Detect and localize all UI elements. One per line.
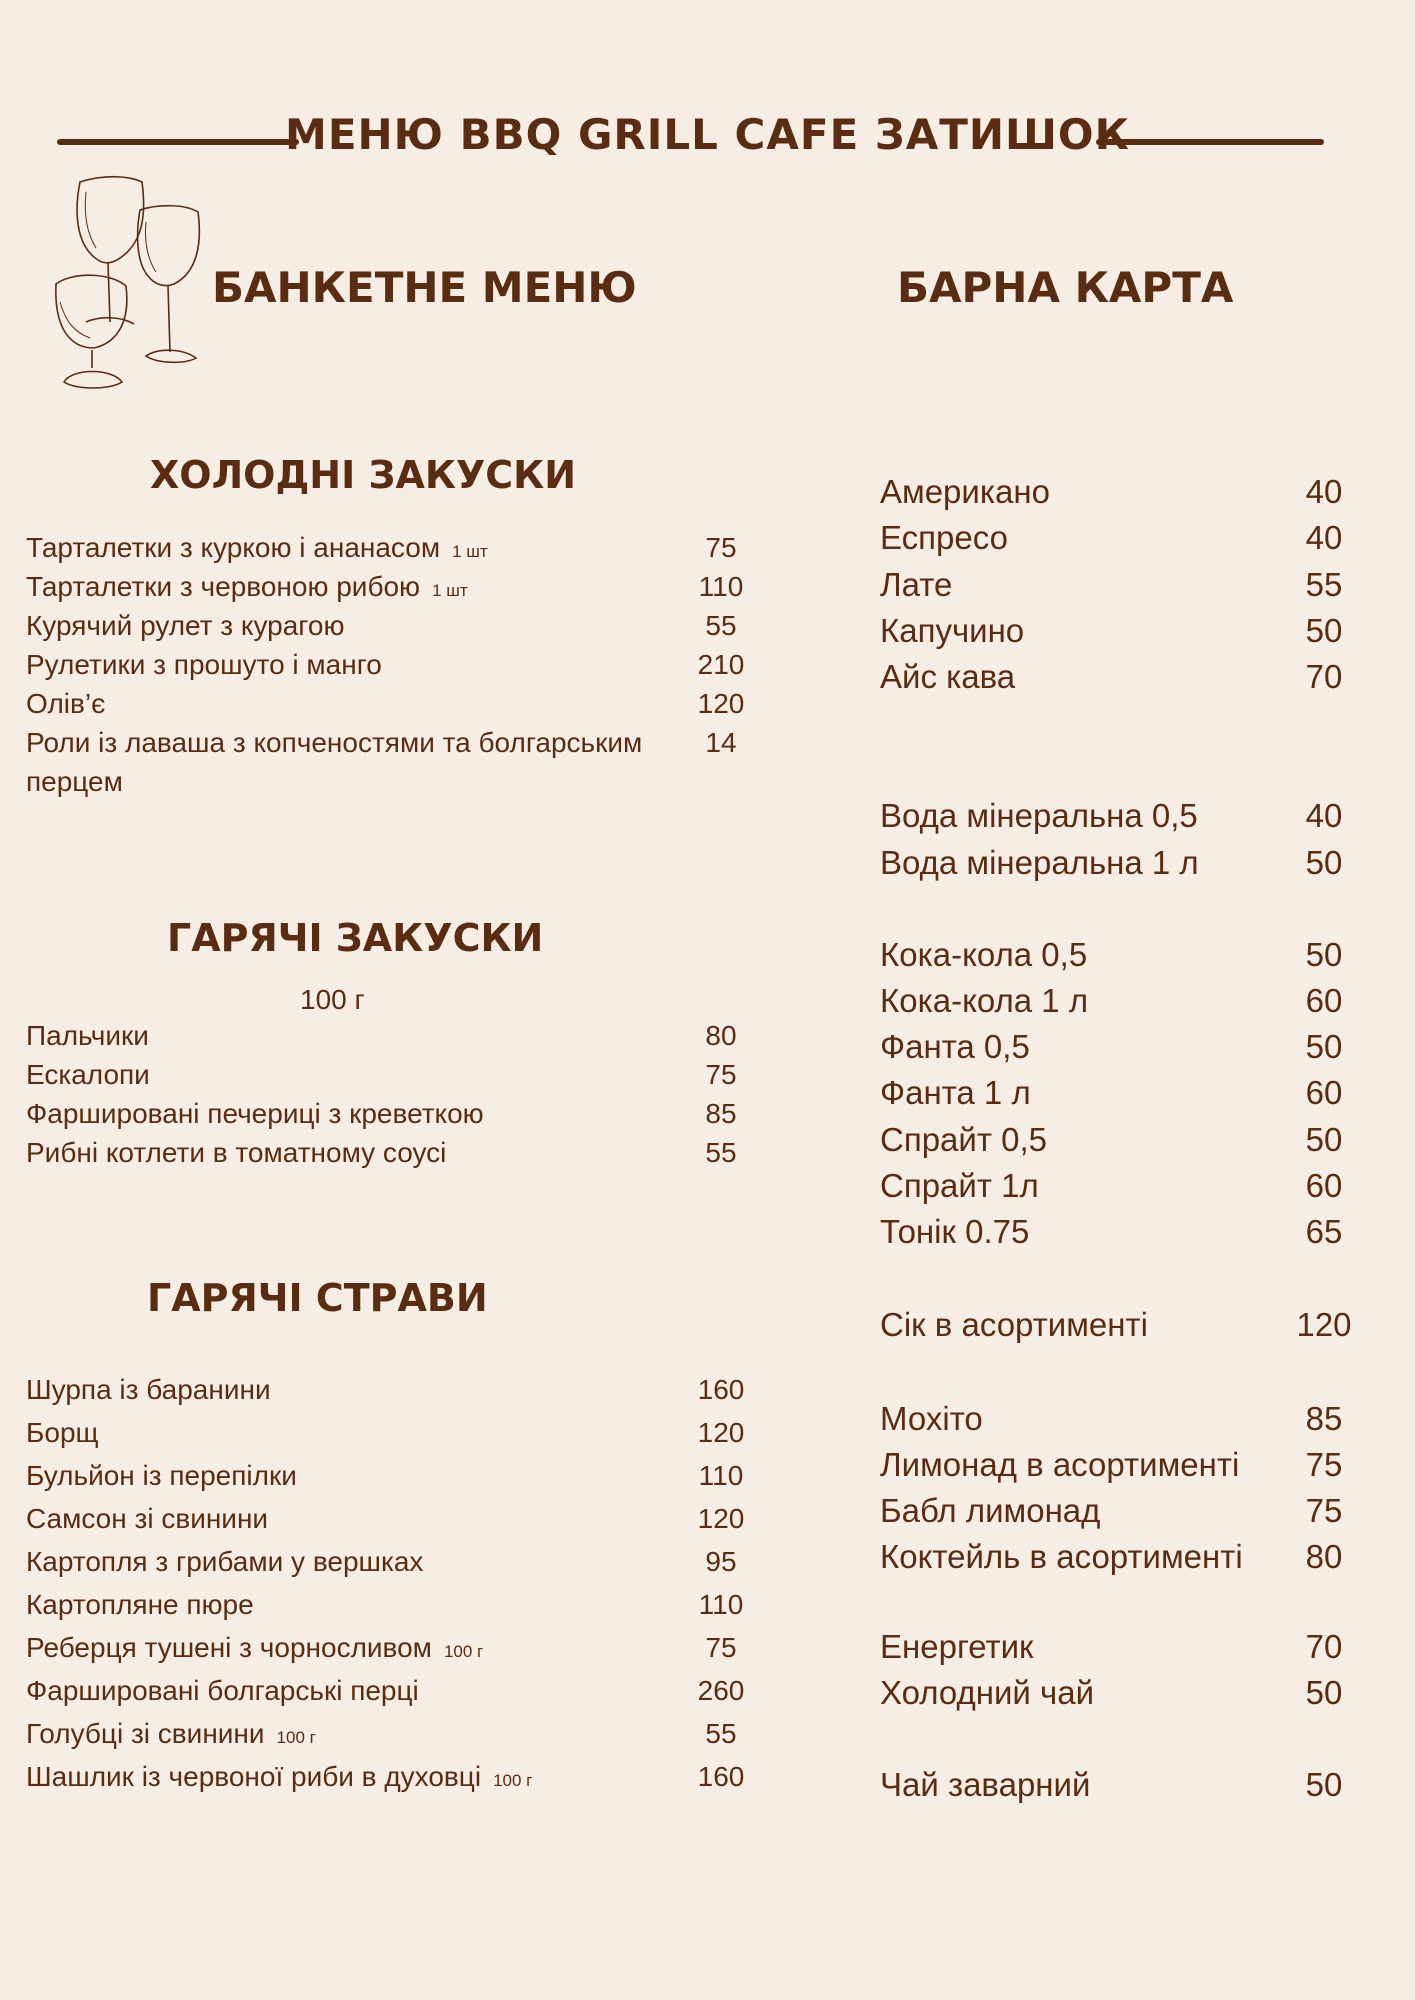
item-price: 120 xyxy=(697,1417,745,1448)
item-price: 60 xyxy=(1305,1167,1343,1204)
item-name: Фанта 0,5 xyxy=(880,1028,1030,1065)
item-price: 40 xyxy=(1305,797,1343,834)
item-price: 75 xyxy=(705,1632,737,1663)
item-name: Вода мінеральна 0,5 xyxy=(880,797,1198,834)
item-price: 85 xyxy=(1305,1400,1343,1437)
item-name: Фанта 1 л xyxy=(880,1074,1031,1111)
item-name: Айс кава xyxy=(880,658,1016,695)
item-price: 40 xyxy=(1305,519,1343,556)
item-name: Рибні котлети в томатному соусі xyxy=(26,1137,447,1168)
item-name: Капучино xyxy=(880,612,1025,649)
item-price: 110 xyxy=(698,1460,744,1491)
item-name: Спрайт 1л xyxy=(880,1167,1039,1204)
item-name: Мохіто xyxy=(880,1400,983,1437)
item-name: Лимонад в асортименті xyxy=(880,1446,1240,1483)
item-price: 55 xyxy=(705,1718,737,1749)
item-name: Картопляне пюре xyxy=(26,1589,254,1620)
item-price: 50 xyxy=(1305,1674,1343,1711)
item-name: Олів’є xyxy=(26,688,106,719)
banquet-heading: БАНКЕТНЕ МЕНЮ xyxy=(212,263,637,312)
item-price: 40 xyxy=(1305,473,1343,510)
item-price: 55 xyxy=(1305,566,1343,603)
item-price: 55 xyxy=(705,1137,737,1168)
item-name: Спрайт 0,5 xyxy=(880,1121,1047,1158)
item-price: 60 xyxy=(1305,982,1343,1019)
item-price: 65 xyxy=(1305,1213,1343,1250)
item-name: Тарталетки з куркою і ананасом 1 шт xyxy=(26,532,488,563)
item-price: 50 xyxy=(1305,1766,1343,1803)
item-price: 75 xyxy=(1305,1446,1343,1483)
hot-snacks-subtitle: 100 г xyxy=(300,984,365,1015)
hot-snacks-heading: ГАРЯЧІ ЗАКУСКИ xyxy=(167,916,544,960)
item-portion-note: 1 шт xyxy=(452,542,488,561)
item-name: Голубці зі свинини 100 г xyxy=(26,1718,316,1749)
item-name: Фаршировані печериці з креветкою xyxy=(26,1098,484,1129)
item-portion-note: 100 г xyxy=(493,1771,533,1790)
item-name: Американо xyxy=(880,473,1050,510)
item-price: 85 xyxy=(705,1098,737,1129)
item-name: Вода мінеральна 1 л xyxy=(880,844,1199,881)
item-portion-note: 1 шт xyxy=(432,581,468,600)
item-price: 110 xyxy=(698,1589,744,1620)
item-price: 110 xyxy=(698,571,744,602)
item-name: Самсон зі свинини xyxy=(26,1503,269,1534)
item-price: 160 xyxy=(697,1374,745,1405)
item-price: 60 xyxy=(1305,1074,1343,1111)
item-portion-note: 100 г xyxy=(276,1728,316,1747)
item-name: Еспресо xyxy=(880,519,1008,556)
item-portion-note: 100 г xyxy=(443,1642,484,1661)
wine-glasses-icon xyxy=(50,172,205,397)
item-name: Бульйон із перепілки xyxy=(26,1460,297,1491)
item-name: Енергетик xyxy=(880,1628,1034,1665)
item-price: 50 xyxy=(1305,612,1343,649)
item-price: 80 xyxy=(1305,1538,1343,1575)
cold-snacks-heading: ХОЛОДНІ ЗАКУСКИ xyxy=(150,453,576,497)
item-price: 260 xyxy=(697,1675,745,1706)
item-price: 70 xyxy=(1305,1628,1343,1665)
item-name: Курячий рулет з курагою xyxy=(26,610,345,641)
item-name: Чай заварний xyxy=(880,1766,1091,1803)
item-name: Ескалопи xyxy=(26,1059,150,1090)
item-name: Кока-кола 1 л xyxy=(880,982,1089,1019)
item-name: Лате xyxy=(880,566,953,603)
item-name: Пальчики xyxy=(26,1020,149,1051)
item-price: 50 xyxy=(1305,936,1343,973)
item-name: Борщ xyxy=(26,1417,99,1448)
item-price: 75 xyxy=(705,532,737,563)
hot-dishes-heading: ГАРЯЧІ СТРАВИ xyxy=(147,1276,488,1320)
item-name: Тонік 0.75 xyxy=(880,1213,1030,1250)
item-price: 120 xyxy=(1296,1306,1352,1343)
item-name: Бабл лимонад xyxy=(880,1492,1101,1529)
item-name: Шурпа із баранини xyxy=(26,1374,271,1405)
item-name: Сік в асортименті xyxy=(880,1306,1148,1343)
item-name: перцем xyxy=(26,766,123,797)
item-price: 210 xyxy=(697,649,745,680)
item-price: 75 xyxy=(705,1059,737,1090)
item-name: Кока-кола 0,5 xyxy=(880,936,1088,973)
item-name: Тарталетки з червоною рибою 1 шт xyxy=(26,571,468,602)
item-price: 75 xyxy=(1305,1492,1343,1529)
item-name: Рулетики з прошуто і манго xyxy=(26,649,382,680)
item-name: Шашлик із червоної риби в духовці 100 г xyxy=(26,1761,533,1792)
item-price: 50 xyxy=(1305,1028,1343,1065)
bar-heading: БАРНА КАРТА xyxy=(897,263,1234,312)
item-price: 14 xyxy=(705,727,737,758)
item-price: 70 xyxy=(1305,658,1343,695)
item-price: 120 xyxy=(697,1503,745,1534)
item-name: Фаршировані болгарські перці xyxy=(26,1675,419,1706)
page-title: МЕНЮ BBQ GRILL CAFE ЗАТИШОК xyxy=(285,110,1130,159)
item-price: 50 xyxy=(1305,1121,1343,1158)
item-name: Холодний чай xyxy=(880,1674,1095,1711)
item-price: 50 xyxy=(1305,844,1343,881)
item-price: 120 xyxy=(697,688,745,719)
item-price: 80 xyxy=(705,1020,737,1051)
item-price: 160 xyxy=(697,1761,745,1792)
item-price: 95 xyxy=(705,1546,737,1577)
item-name: Коктейль в асортименті xyxy=(880,1538,1243,1575)
item-name: Реберця тушені з чорносливом 100 г xyxy=(26,1632,484,1663)
item-name: Роли із лаваша з копченостями та болгарським xyxy=(26,727,643,758)
item-name: Картопля з грибами у вершках xyxy=(26,1546,424,1577)
item-price: 55 xyxy=(705,610,737,641)
